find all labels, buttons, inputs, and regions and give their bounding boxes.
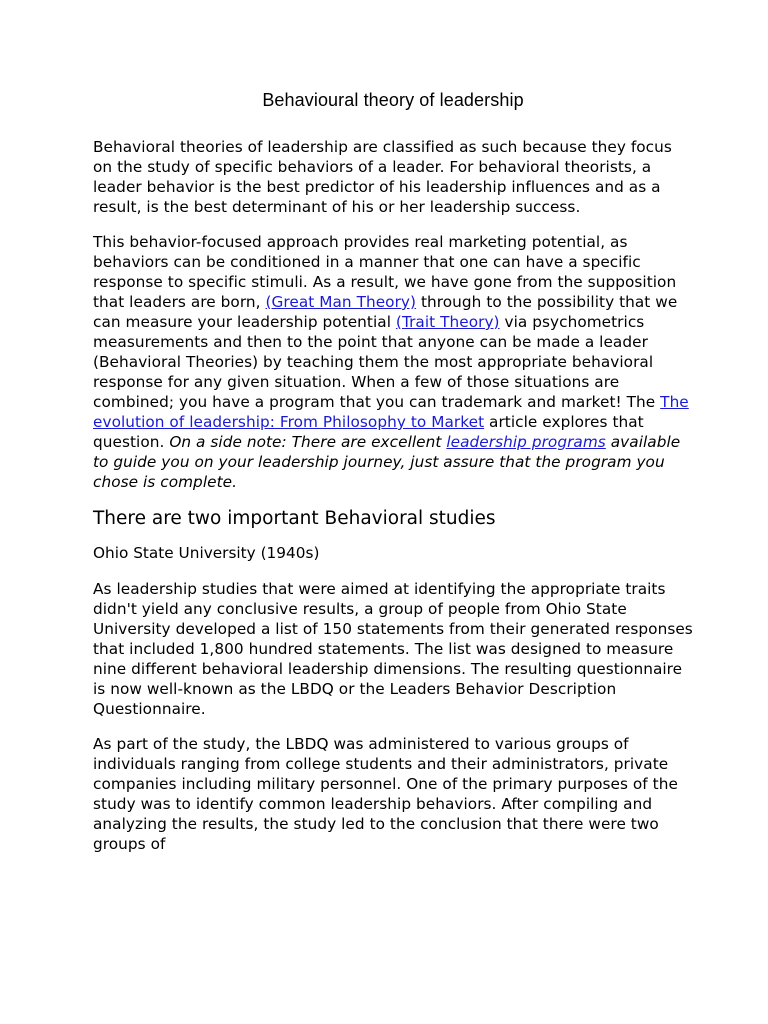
paragraph-approach-text-a: This behavior-focused approach provides real marketing potential, as behaviors can be conditioned in a manner that one can have a specific response to specific stimuli. As a result, we have gone from the supposition that leaders are born, [93, 233, 677, 311]
paragraph-approach [93, 232, 693, 492]
great-man-theory-link[interactable]: (Great Man Theory) [265, 293, 417, 311]
document-title: Behavioural theory of leadership [262, 90, 524, 110]
paragraph-lbdq: As part of the study, the LBDQ was administered to various groups of individuals ranging from college students and their administrators, private companies including military personnel. One of the primary purposes of the study was to identify common leadership behaviors. After compiling and analyzing the results, the study led to the conclusion that there were two groups of [93, 735, 678, 853]
section-subheading: There are two important Behavioral studies [93, 508, 496, 529]
side-note-italic-b: available to guide you on your leadership journey, just assure that the program you chose is complete. [93, 433, 681, 491]
paragraph-approach-text-c: via psychometrics measurements and then to the point that anyone can be made a leader (Behavioral Theories) by teaching them the most appropriate behavioral response for any given situation. When a few of those situations are combined; you have a program that you can trademark and market! The [93, 313, 661, 411]
evolution-of-leadership-link[interactable]: The evolution of leadership: From Philosophy to Market [93, 393, 689, 431]
trait-theory-link[interactable]: (Trait Theory) [395, 313, 500, 331]
leadership-programs-link[interactable]: leadership programs [446, 433, 606, 451]
paragraph-approach-text-b: through to the possibility that we can measure your leadership potential [93, 293, 678, 331]
paragraph-intro: Behavioral theories of leadership are classified as such because they focus on the study of specific behaviors of a leader. For behavioral theorists, a leader behavior is the best predictor of his leadership influences and as a result, is the best determinant of his or her leadership success. [93, 138, 672, 216]
study-heading: Ohio State University (1940s) [93, 544, 320, 562]
document-page [93, 90, 693, 869]
paragraph-approach-text-d: article explores that question. [93, 413, 644, 451]
paragraph-ohio-study: As leadership studies that were aimed at identifying the appropriate traits didn't yield any conclusive results, a group of people from Ohio State University developed a list of 150 statements from their generated responses that included 1,800 hundred statements. The list was designed to measure nine different behavioral leadership dimensions. The resulting questionnaire is now well-known as the LBDQ or the Leaders Behavior Description Questionnaire. [93, 580, 693, 718]
side-note-italic-a: On a side note: There are excellent [169, 433, 447, 451]
